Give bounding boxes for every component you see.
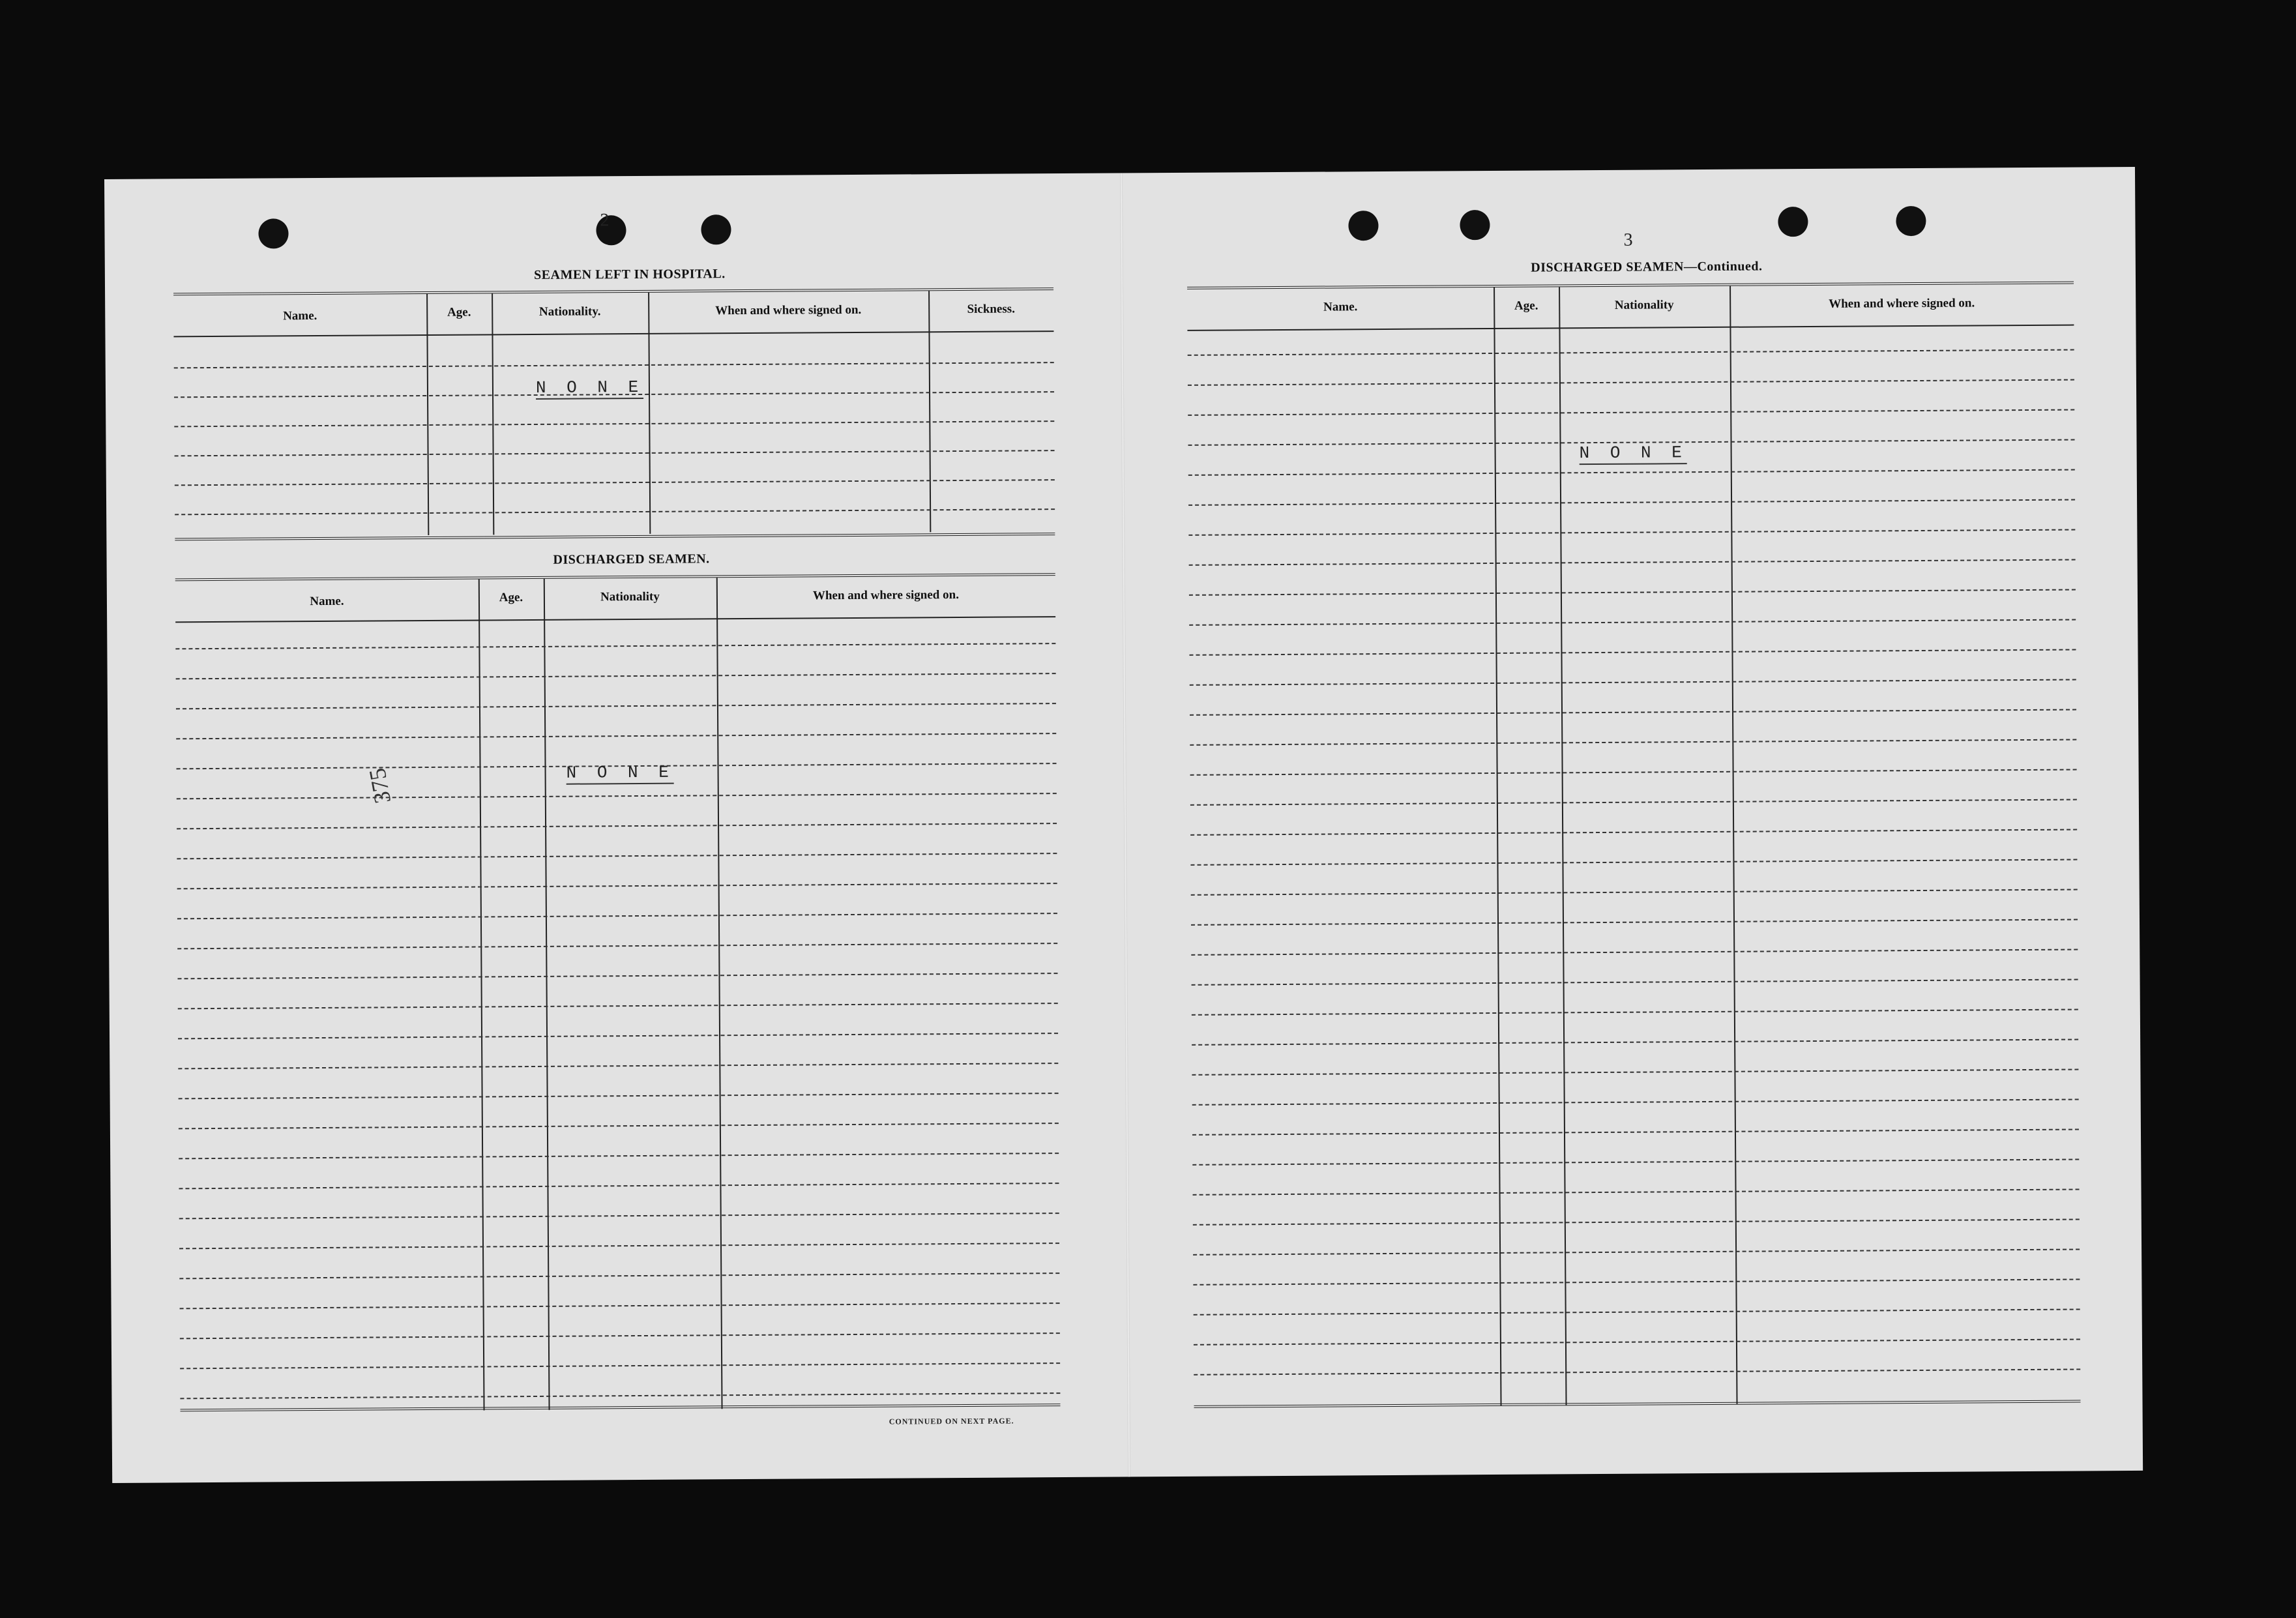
row-line	[1188, 469, 2075, 476]
col-nationality: Nationality.	[538, 304, 601, 319]
col-nationality: Nationality	[600, 589, 660, 604]
row-line	[1188, 349, 2074, 356]
punch-hole	[1460, 210, 1490, 240]
center-fold	[1120, 173, 1130, 1477]
row-line	[1190, 709, 2076, 716]
row-line	[1191, 889, 2078, 896]
row-line	[1190, 769, 2077, 776]
hospital-section-title: SEAMEN LEFT IN HOSPITAL.	[534, 267, 726, 282]
row-line	[179, 1243, 1059, 1249]
row-line	[1193, 1249, 2080, 1256]
col-divider	[1729, 286, 1737, 1404]
discharged-continued-header	[1187, 284, 2074, 331]
punch-hole	[1348, 211, 1378, 241]
col-divider	[478, 579, 485, 1410]
document-sheet	[104, 167, 2143, 1483]
row-line	[180, 1302, 1060, 1309]
row-line	[178, 1003, 1058, 1009]
row-line	[1192, 1069, 2078, 1076]
row-line	[1193, 1219, 2080, 1226]
row-line	[1192, 1159, 2079, 1166]
col-age: Age.	[447, 305, 471, 319]
row-line	[177, 793, 1057, 799]
row-line	[1192, 1129, 2079, 1136]
discharged-table	[175, 573, 1061, 1422]
row-line	[1193, 1189, 2080, 1196]
discharged-section-title: DISCHARGED SEAMEN.	[553, 552, 710, 567]
col-divider	[544, 579, 550, 1410]
row-line	[176, 703, 1056, 709]
row-line	[175, 508, 1055, 515]
row-line	[174, 420, 1054, 427]
row-line	[1192, 1039, 2078, 1046]
row-line	[177, 823, 1057, 829]
col-name: Name.	[1323, 300, 1358, 314]
row-line	[179, 1093, 1059, 1099]
col-signed-on: When and where signed on.	[715, 302, 862, 318]
hospital-table	[173, 287, 1055, 543]
row-line	[1188, 499, 2075, 506]
page-number-right: 3	[1623, 229, 1633, 250]
row-line	[180, 1332, 1060, 1339]
row-line	[175, 479, 1055, 486]
col-signed-on: When and where signed on.	[812, 588, 959, 603]
row-line	[179, 1183, 1059, 1189]
col-nationality: Nationality	[1614, 298, 1674, 312]
discharged-continued-table	[1187, 282, 2081, 1417]
row-line	[1190, 829, 2077, 836]
row-line	[177, 943, 1057, 949]
row-line	[177, 973, 1057, 979]
row-line	[1194, 1339, 2080, 1346]
col-sickness: Sickness.	[967, 302, 1015, 316]
handwritten-stamp: 375	[364, 766, 396, 806]
row-line	[176, 733, 1056, 739]
row-line	[180, 1362, 1060, 1369]
col-age: Age.	[499, 591, 523, 605]
row-line	[179, 1213, 1059, 1219]
page-number-left: 2	[600, 210, 610, 231]
punch-hole	[701, 214, 731, 244]
row-line	[176, 673, 1056, 679]
row-line	[179, 1272, 1059, 1279]
row-line	[1194, 1309, 2080, 1316]
row-line	[177, 883, 1057, 889]
row-line	[1190, 859, 2077, 866]
row-line	[1190, 679, 2076, 686]
row-line	[1188, 409, 2074, 416]
punch-hole	[258, 218, 288, 248]
punch-hole	[1896, 206, 1926, 236]
row-line	[1192, 979, 2078, 986]
table-bottom	[1194, 1400, 2081, 1408]
row-line	[1189, 649, 2076, 656]
continued-footnote: CONTINUED ON NEXT PAGE.	[889, 1416, 1014, 1426]
row-line	[175, 643, 1055, 649]
row-line	[177, 913, 1057, 919]
col-divider	[716, 578, 723, 1409]
col-name: Name.	[283, 309, 317, 323]
col-age: Age.	[1514, 299, 1538, 313]
row-line	[175, 450, 1055, 456]
row-line	[179, 1123, 1059, 1129]
row-line	[1189, 589, 2076, 596]
row-line	[1191, 949, 2078, 956]
row-line	[1193, 1279, 2080, 1286]
row-line	[1192, 1099, 2079, 1106]
row-line	[1190, 799, 2077, 806]
row-line	[1192, 1009, 2078, 1016]
table-bottom	[181, 1404, 1061, 1411]
discharged-table-header	[175, 576, 1055, 623]
row-line	[1190, 739, 2076, 746]
row-line	[1191, 919, 2078, 926]
row-line	[178, 1063, 1058, 1069]
row-line	[1189, 619, 2076, 626]
row-line	[179, 1153, 1059, 1159]
row-line	[178, 1033, 1058, 1039]
continued-none-entry: N O N E	[1580, 443, 1687, 465]
row-line	[1189, 559, 2076, 566]
discharged-none-entry: N O N E	[566, 763, 673, 785]
row-line	[1194, 1369, 2080, 1375]
row-line	[1188, 529, 2075, 536]
col-name: Name.	[310, 594, 344, 609]
row-line	[1188, 379, 2074, 386]
col-signed-on: When and where signed on.	[1829, 296, 1975, 311]
row-line	[180, 1392, 1060, 1399]
row-line	[174, 362, 1054, 368]
punch-hole	[1778, 207, 1808, 237]
row-line	[177, 853, 1057, 859]
table-bottom	[175, 533, 1055, 540]
discharged-continued-title: DISCHARGED SEAMEN—Continued.	[1531, 259, 1763, 275]
col-divider	[1559, 287, 1567, 1405]
col-divider	[1494, 287, 1501, 1405]
hospital-table-header	[173, 290, 1053, 337]
hospital-none-entry: N O N E	[536, 377, 643, 400]
